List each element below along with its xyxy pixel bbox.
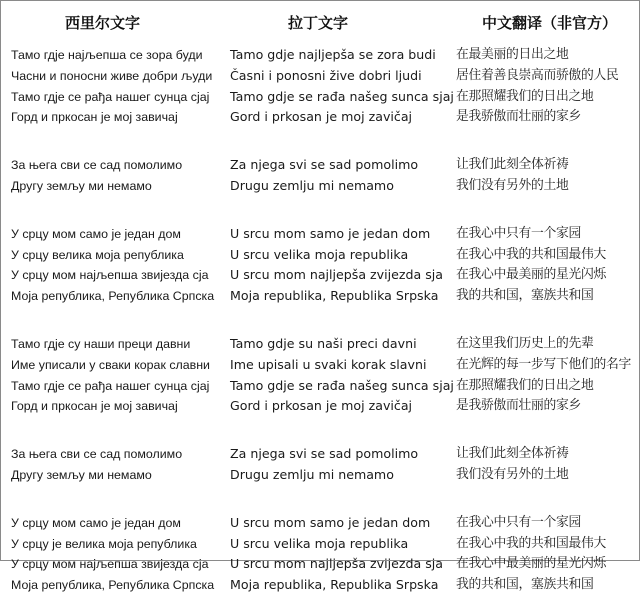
cyrillic-line: У срцу је велика моја република (11, 536, 197, 551)
table-row (1, 575, 639, 596)
table-row (1, 534, 639, 555)
table-row (1, 265, 639, 286)
table-header (1, 10, 639, 36)
table-row (1, 245, 639, 266)
latin-line: Tamo gdje najljepša se zora budi (230, 47, 436, 62)
latin-line: U srcu velika moja republika (230, 246, 409, 262)
latin-line: Tamo gdje se rađa našeg sunca sjaj (230, 88, 454, 104)
chinese-line: 让我们此刻全体祈祷 (456, 157, 569, 173)
latin-line: Drugu zemlju mi nemamo (230, 177, 394, 193)
cyrillic-line: За њега сви се сад помолимо (11, 158, 183, 173)
cyrillic-line: Тамо гдје се рађа нашег сунца сјај (11, 378, 210, 393)
chinese-line: 是我骄傲而壮丽的家乡 (456, 109, 581, 125)
chinese-line: 我的共和国，塞族共和国 (456, 288, 594, 304)
table-row (1, 66, 639, 87)
latin-line: Časni i ponosni žive dobri ljudi (230, 67, 422, 83)
latin-line: U srcu mom samo je jedan dom (230, 225, 431, 241)
chinese-line: 在那照耀我们的日出之地 (456, 377, 594, 393)
latin-line: Gord i prkosan je moj zavičaj (230, 109, 413, 125)
table-row (1, 45, 639, 66)
cyrillic-line: У срцу мом најљепша звијезда сја (11, 268, 209, 283)
cyrillic-line: Моја република, Република Српска (11, 289, 215, 304)
chinese-line: 在我心中我的共和国最伟大 (456, 246, 606, 262)
table-row (1, 513, 639, 534)
latin-line: Drugu zemlju mi nemamo (230, 466, 394, 482)
cyrillic-line: Тамо гдје се рађа нашег сунца сјај (11, 89, 210, 104)
chinese-line: 在光辉的每一步写下他们的名字 (456, 356, 631, 372)
table-row (1, 376, 639, 397)
chinese-line: 在我心中最美丽的星光闪烁 (456, 267, 606, 283)
chinese-line: 在最美丽的日出之地 (456, 47, 569, 62)
latin-line: Tamo gdje su naši preci davni (230, 335, 417, 351)
latin-line: Moja republika, Republika Srpska (230, 577, 439, 593)
cyrillic-line: Горд и пркосан је мој завичај (11, 399, 178, 414)
chinese-line: 在我心中我的共和国最伟大 (456, 535, 606, 551)
table-row (1, 554, 639, 575)
header-latin: 拉丁文字 (288, 14, 349, 32)
header-cyrillic: 西里尔文字 (65, 14, 141, 32)
latin-line: Za njega svi se sad pomolimo (230, 446, 419, 462)
cyrillic-line: Тамо гдје су наши преци давни (11, 336, 191, 351)
table-row (1, 355, 639, 376)
chinese-line: 在我心中最美丽的星光闪烁 (456, 556, 606, 572)
chinese-line: 居住着善良崇高而骄傲的人民 (456, 67, 619, 83)
table-row (1, 87, 639, 108)
latin-line: Ime upisali u svaki korak slavni (230, 356, 427, 372)
cyrillic-line: Име уписали у сваки корак славни (11, 357, 210, 372)
latin-line: Tamo gdje se rađa našeg sunca sjaj (230, 377, 454, 393)
cyrillic-line: Другу земљу ми немамо (11, 467, 152, 482)
table-row (1, 334, 639, 355)
cyrillic-line: Горд и пркосан је мој завичај (11, 110, 178, 125)
table-row (1, 107, 639, 128)
cyrillic-line: За њега сви се сад помолимо (11, 447, 183, 462)
chinese-line: 是我骄傲而壮丽的家乡 (456, 398, 581, 414)
table-row (1, 396, 639, 417)
latin-line: U srcu mom najljepša zvijezda sja (230, 556, 443, 572)
table-row (1, 224, 639, 245)
latin-line: U srcu velika moja republika (230, 535, 409, 551)
latin-line: Gord i prkosan je moj zavičaj (230, 398, 413, 414)
cyrillic-line: Часни и поносни живе добри људи (11, 68, 213, 83)
cyrillic-line: У срцу велика моја република (11, 247, 184, 262)
cyrillic-line: Другу земљу ми немамо (11, 178, 152, 193)
latin-line: U srcu mom najljepša zvijezda sja (230, 267, 443, 283)
cyrillic-line: У срцу мом само је један дом (11, 515, 181, 530)
chinese-line: 让我们此刻全体祈祷 (456, 446, 569, 462)
cyrillic-line: У срцу мом само је један дом (11, 226, 181, 241)
chinese-line: 在我心中只有一个家园 (456, 225, 581, 241)
table-row (1, 176, 639, 197)
cyrillic-line: У срцу мом најљепша звијезда сја (11, 557, 209, 572)
cyrillic-line: Тамо гдје најљепша се зора буди (11, 48, 203, 62)
table-row (1, 444, 639, 465)
latin-line: Za njega svi se sad pomolimo (230, 157, 419, 173)
chinese-line: 在那照耀我们的日出之地 (456, 88, 594, 104)
chinese-line: 我们没有另外的土地 (456, 466, 569, 482)
table-row (1, 465, 639, 486)
chinese-line: 在我心中只有一个家园 (456, 514, 581, 530)
latin-line: Moja republika, Republika Srpska (230, 288, 439, 304)
cyrillic-line: Моја република, Република Српска (11, 578, 215, 593)
latin-line: U srcu mom samo je jedan dom (230, 514, 431, 530)
chinese-line: 在这里我们历史上的先辈 (456, 335, 594, 351)
table-row (1, 155, 639, 176)
chinese-line: 我们没有另外的土地 (456, 177, 569, 193)
table-row (1, 286, 639, 307)
header-chinese: 中文翻译（非官方） (482, 14, 618, 32)
chinese-line: 我的共和国，塞族共和国 (456, 577, 594, 593)
table-body (1, 45, 639, 596)
